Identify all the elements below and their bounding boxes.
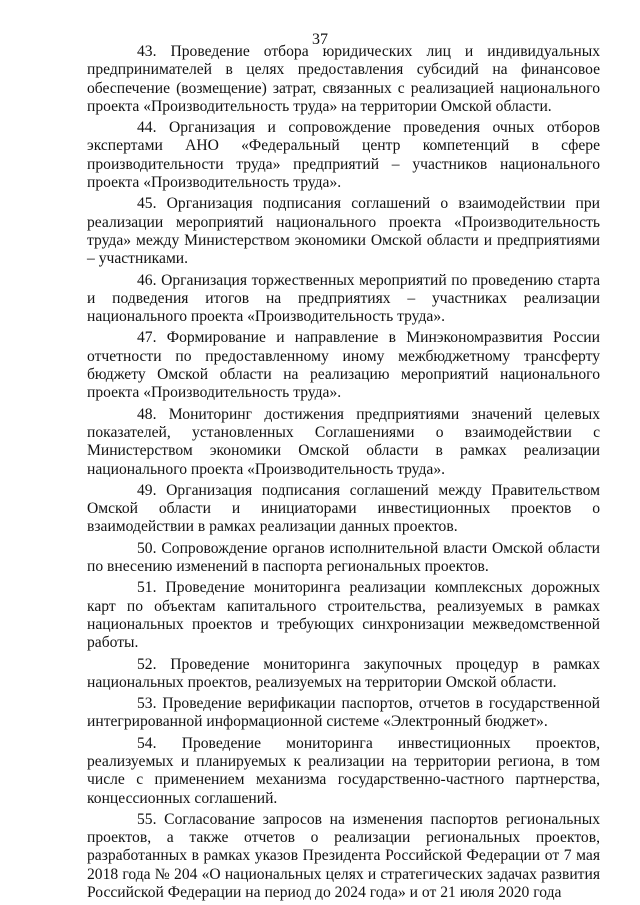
item-number: 45. (137, 195, 157, 213)
item-text: Организация торжественных мероприятий по проведению старта и подведения итогов на предприятиях – участниках реализации национального проекта «Производительность труда». (87, 271, 600, 326)
list-item (87, 43, 600, 116)
item-number: 51. (137, 579, 157, 597)
item-number: 54. (137, 734, 157, 752)
list-item (87, 272, 600, 327)
item-number: 53. (137, 695, 157, 713)
item-number: 44. (137, 119, 157, 137)
item-number: 50. (137, 539, 157, 557)
item-list (87, 43, 600, 905)
item-text: Организация подписания соглашений между Правительством Омской области и инициаторами инвестиционных проектов о взаимодействии в рамках реализации данных проектов. (87, 481, 600, 536)
item-number: 47. (137, 329, 157, 347)
item-number: 55. (137, 810, 157, 828)
list-item (87, 540, 600, 577)
list-item (87, 735, 600, 808)
item-text: Проведение мониторинга инвестиционных проектов, реализуемых и планируемых к реализации на территории региона, в том числе с применением механизма государственно-частного партнерства, концессионных соглашений. (87, 734, 600, 807)
list-item (87, 195, 600, 268)
item-text: Мониторинг достижения предприятиями значений целевых показателей, установленных Соглашениями о взаимодействии с Министерством экономики Омской области в рамках реализации национального проекта «Производительность труда». (87, 405, 600, 478)
item-text: Согласование запросов на изменения паспортов региональных проектов, а также отчетов о реализации региональных проектов, разработанных в рамках указов Президента Российской Федерации от 7 мая 2018 года № 204 «О национальных целях и стратегических задачах развития Российской Федерации на период до 2024 года» и от 21 июля 2020 года (87, 810, 600, 902)
list-item (87, 482, 600, 537)
item-text: Формирование и направление в Минэкономразвития России отчетности по предоставленному иному межбюджетному трансферту бюджету Омской области на реализацию мероприятий национального проекта «Производительность труда». (87, 329, 600, 402)
item-text: Проведение мониторинга закупочных процедур в рамках национальных проектов, реализуемых на территории Омской области. (87, 655, 600, 691)
item-text: Сопровождение органов исполнительной власти Омской области по внесению изменений в паспорта региональных проектов. (87, 539, 600, 576)
item-text: Организация и сопровождение проведения очных отборов экспертами АНО «Федеральный центр компетенций в сфере производительности труда» предприятий – участников национального проекта «Производительность труда». (87, 119, 600, 192)
item-text: Проведение мониторинга реализации комплексных дорожных карт по объектам капитального строительства, реализуемых в рамках национальных проектов и требующих синхронизации межведомственной работы. (87, 579, 600, 652)
item-text: Организация подписания соглашений о взаимодействии при реализации мероприятий национального проекта «Производительность труда» между Министерством экономики Омской области и предприятиями – участниками. (87, 195, 600, 268)
item-text: Проведение отбора юридических лиц и индивидуальных предпринимателей в целях предоставления субсидий на финансовое обеспечение (возмещение) затрат, связанных с реализацией национального проекта «Производительность труда» на территории Омской области. (87, 43, 600, 115)
list-item (87, 579, 600, 652)
list-item (87, 656, 600, 693)
page-number: 37 (312, 31, 328, 48)
item-number: 43. (137, 43, 157, 60)
list-item (87, 406, 600, 479)
item-number: 49. (137, 481, 157, 499)
list-item (87, 329, 600, 402)
item-number: 46. (137, 271, 157, 289)
item-number: 48. (137, 405, 157, 423)
list-item (87, 695, 600, 732)
item-text: Проведение верификации паспортов, отчетов в государственной интегрированной информационной системе «Электронный бюджет». (87, 695, 601, 731)
item-number: 52. (137, 655, 157, 673)
list-item (87, 119, 600, 192)
list-item (87, 811, 600, 902)
